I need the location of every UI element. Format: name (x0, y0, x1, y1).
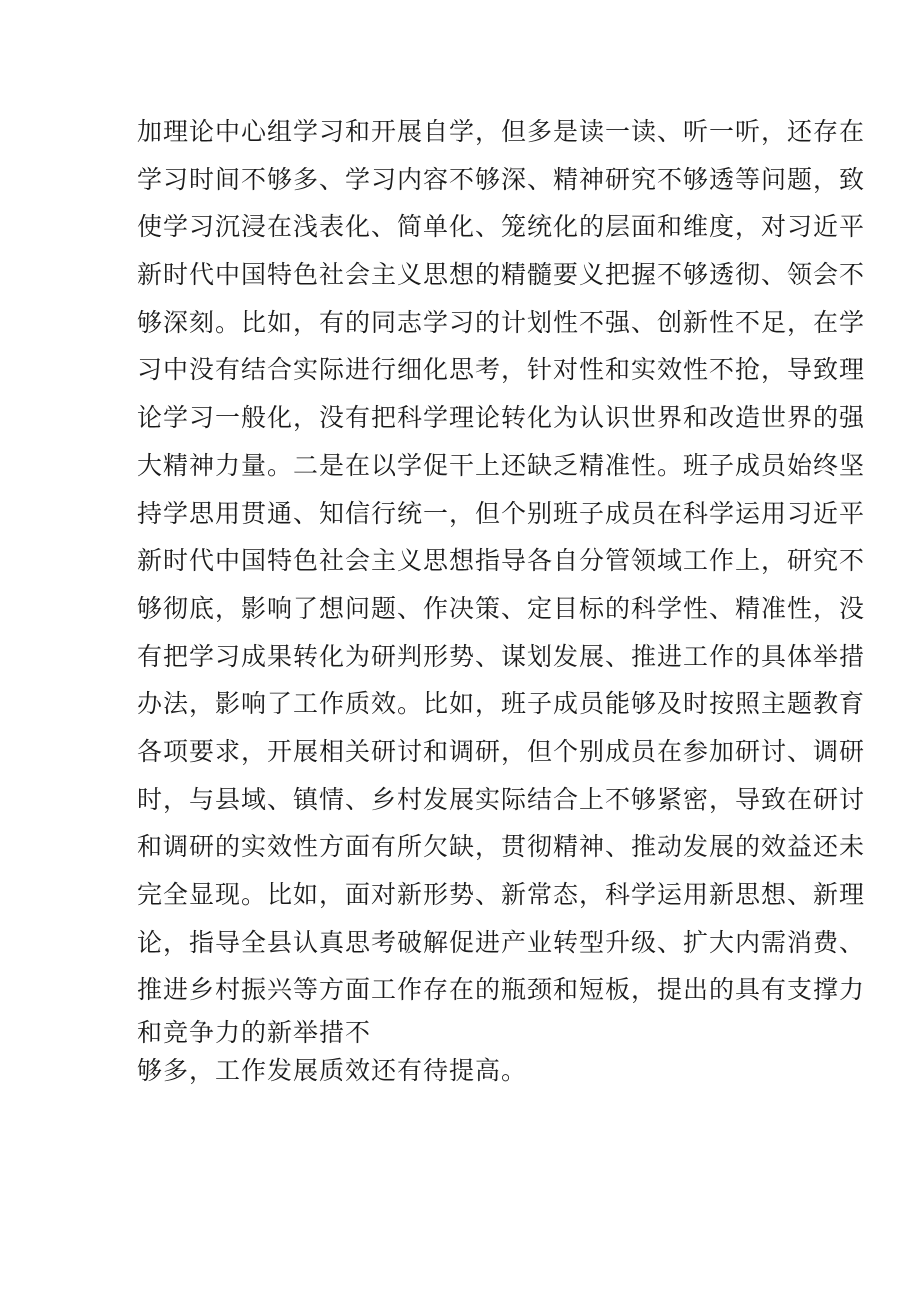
text-line-19: 推进乡村振兴等方面工作存在的瓶颈和短板，提出的具有支撑力 (137, 975, 866, 1005)
text-line-12: 有把学习成果转化为研判形势、谋划发展、推进工作的具体举措 (137, 641, 866, 671)
text-line-14: 各项要求，开展相关研讨和调研，但个别成员在参加研讨、调研 (137, 736, 866, 766)
text-line-6: 习中没有结合实际进行细化思考，针对性和实效性不抢，导致理 (137, 355, 866, 385)
text-line-9: 持学思用贯通、知信行统一，但个别班子成员在科学运用习近平 (137, 498, 866, 528)
text-line-7: 论学习一般化，没有把科学理论转化为认识世界和改造世界的强 (137, 403, 866, 433)
text-line-17: 完全显现。比如，面对新形势、新常态，科学运用新思想、新理 (137, 880, 866, 909)
text-line-1: 加理论中心组学习和开展自学，但多是读一读、听一听，还存在 (137, 117, 866, 146)
text-line-5: 够深刻。比如，有的同志学习的计划性不强、创新性不足，在学 (137, 307, 866, 337)
text-line-8: 大精神力量。二是在以学促干上还缺乏精准性。班子成员始终坚 (137, 450, 866, 480)
text-line-20: 和竞争力的新举措不 (137, 1018, 372, 1048)
text-line-21: 够多，工作发展质效还有待提高。 (137, 1056, 528, 1086)
text-line-18: 论，指导全县认真思考破解促进产业转型升级、扩大内需消费、 (137, 927, 866, 957)
text-line-10: 新时代中国特色社会主义思想指导各自分管领域工作上，研究不 (137, 546, 866, 576)
text-line-13: 办法，影响了工作质效。比如，班子成员能够及时按照主题教育 (137, 689, 866, 719)
body-paragraph (137, 108, 866, 1090)
text-line-2: 学习时间不够多、学习内容不够深、精神研究不够透等问题，致 (137, 164, 866, 194)
text-line-11: 够彻底，影响了想问题、作决策、定目标的科学性、精准性，没 (137, 593, 866, 623)
text-line-3: 使学习沉浸在浅表化、简单化、笼统化的层面和维度，对习近平 (137, 212, 866, 242)
text-line-4: 新时代中国特色社会主义思想的精髓要义把握不够透彻、领会不 (137, 260, 866, 290)
text-line-16: 和调研的实效性方面有所欠缺，贯彻精神、推动发展的效益还未 (137, 832, 866, 862)
text-line-15: 时，与县域、镇情、乡村发展实际结合上不够紧密，导致在研讨 (137, 784, 866, 814)
